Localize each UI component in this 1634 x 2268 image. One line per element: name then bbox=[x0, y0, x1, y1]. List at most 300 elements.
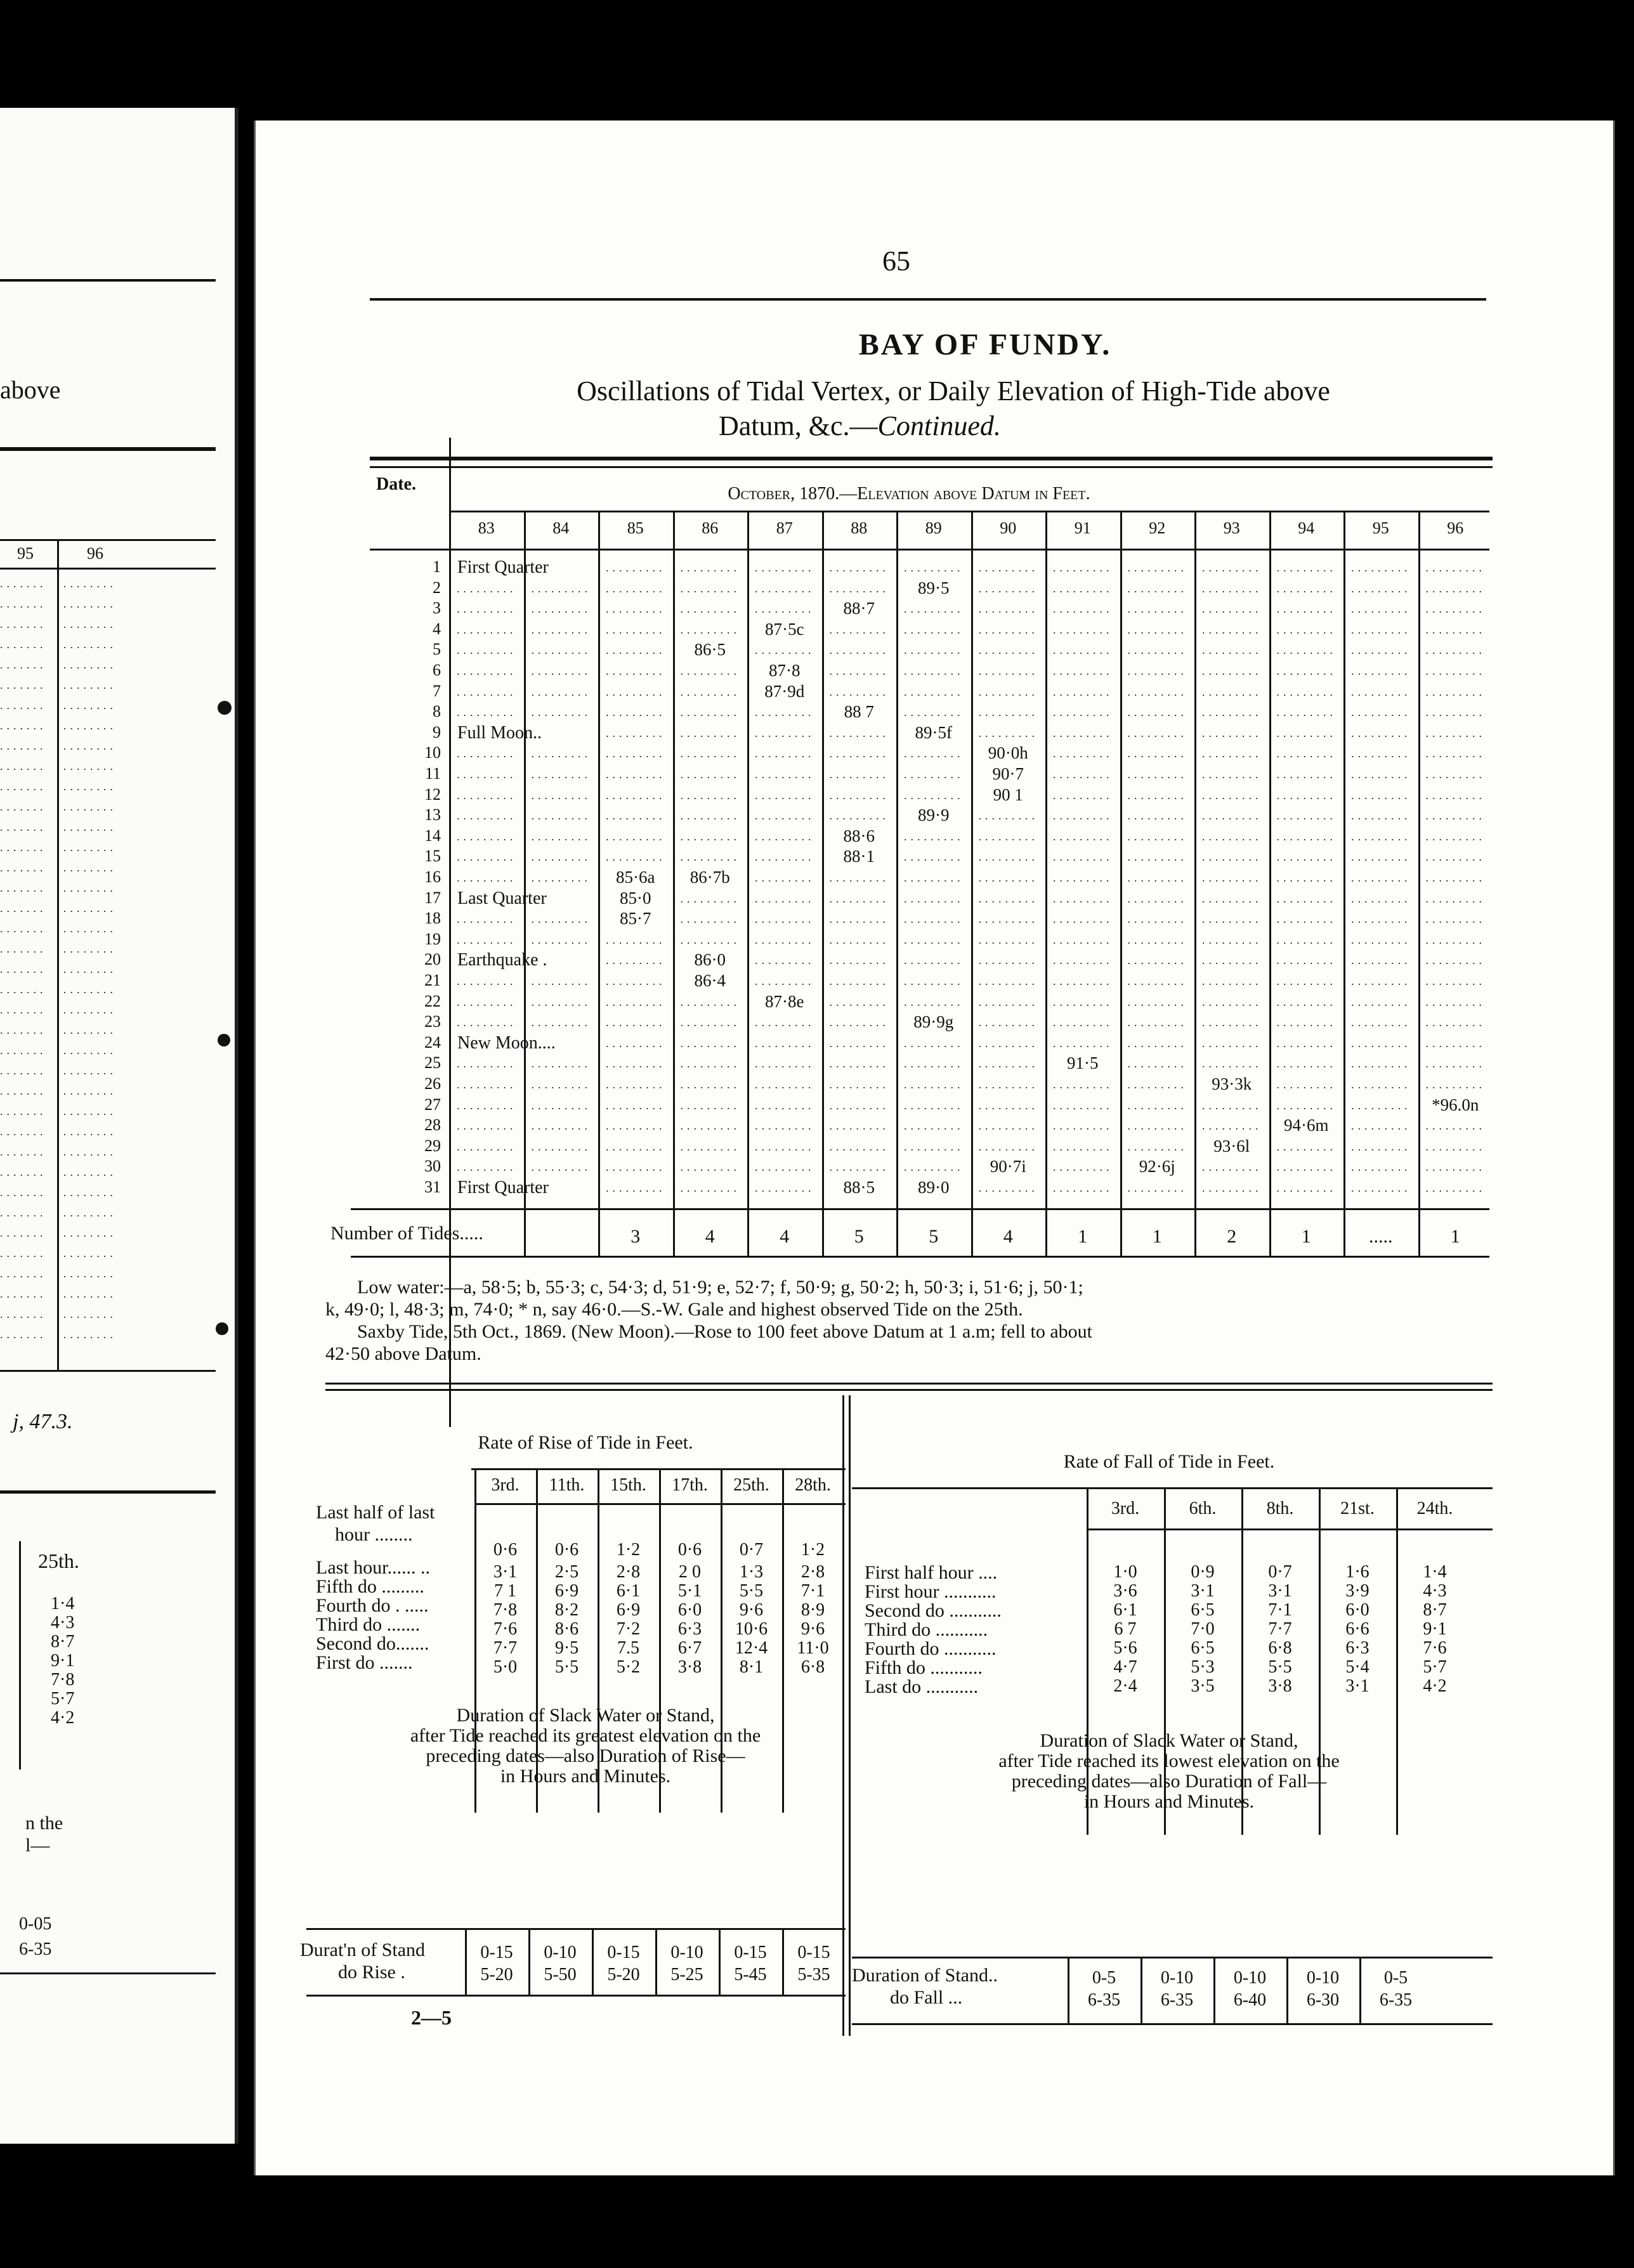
elevation-value: 88·1 bbox=[843, 847, 875, 866]
dot-leader: ......... bbox=[680, 1036, 740, 1050]
dot-leader: ......... bbox=[1053, 768, 1113, 781]
fall-column-divider bbox=[1396, 1489, 1398, 1835]
dot-leader: ......... bbox=[978, 623, 1038, 636]
dot-leader: ......... bbox=[1202, 975, 1262, 987]
rise-duration-caption-line: after Tide reached its greatest elevation on the bbox=[410, 1725, 761, 1746]
dot-leader: ......... bbox=[1425, 603, 1486, 616]
dot-leader: ......... bbox=[680, 561, 740, 574]
dot-leader: ......... bbox=[457, 913, 517, 926]
dot-leader: ......... bbox=[680, 603, 740, 616]
dot-leader: ......... bbox=[457, 1016, 517, 1029]
dot-leader: ......... bbox=[1351, 1057, 1411, 1071]
left-dot-leader: ....... bbox=[0, 1206, 47, 1219]
elevation-value: *96.0n bbox=[1432, 1095, 1479, 1114]
left-dot-leader: ....... bbox=[0, 983, 47, 996]
left-dot-leader: ....... bbox=[0, 618, 47, 630]
dot-leader: ......... bbox=[680, 933, 740, 946]
fall-duration-caption-line: in Hours and Minutes. bbox=[1083, 1791, 1255, 1812]
dot-leader: ......... bbox=[1127, 1140, 1187, 1153]
left-dot-leader: ....... bbox=[0, 597, 47, 610]
dot-leader: ......... bbox=[1276, 1161, 1337, 1174]
elevation-value: 89·5 bbox=[918, 578, 950, 597]
dot-leader: ......... bbox=[978, 892, 1038, 905]
dot-leader: ......... bbox=[1202, 768, 1262, 781]
dot-leader: ......... bbox=[978, 1182, 1038, 1194]
rise-duration-value: 5-35 bbox=[797, 1965, 830, 1984]
left-value: 9·1 bbox=[51, 1651, 75, 1671]
moon-phase-label: New Moon.... bbox=[457, 1033, 556, 1053]
column-header: 85 bbox=[627, 519, 644, 537]
rise-value: 7 1 bbox=[494, 1581, 516, 1601]
fall-duration-value: 6-35 bbox=[1160, 1990, 1194, 2010]
header-rule bbox=[449, 511, 1489, 512]
rise-duration-value: 5-45 bbox=[734, 1965, 767, 1984]
rise-duration-divider bbox=[465, 1930, 467, 1995]
left-dot-leader: ........ bbox=[63, 679, 117, 691]
rise-duration-caption-line: preceding dates—also Duration of Rise— bbox=[426, 1745, 745, 1766]
rise-table-rule bbox=[471, 1468, 846, 1470]
column-header: 94 bbox=[1298, 519, 1315, 537]
dot-leader: ......... bbox=[1053, 1036, 1113, 1050]
notes-line: 42·50 above Datum. bbox=[325, 1343, 481, 1364]
dot-leader: ......... bbox=[978, 706, 1038, 719]
day-number: 2 bbox=[433, 578, 441, 597]
tide-count: 4 bbox=[780, 1226, 790, 1247]
left-dot-leader: ........ bbox=[63, 1064, 117, 1077]
dot-leader: ......... bbox=[1425, 809, 1486, 823]
rise-value: 0·7 bbox=[739, 1540, 764, 1560]
dot-leader: ......... bbox=[1053, 954, 1113, 967]
dot-leader: ......... bbox=[1202, 706, 1262, 719]
fall-value: 3·1 bbox=[1268, 1581, 1292, 1601]
dot-leader: ......... bbox=[1202, 665, 1262, 677]
dot-leader: ......... bbox=[755, 1119, 815, 1133]
dot-leader: ......... bbox=[1127, 561, 1187, 574]
dot-leader: ......... bbox=[680, 726, 740, 740]
dot-leader: ......... bbox=[680, 913, 740, 926]
left-dot-leader: ........ bbox=[63, 780, 117, 793]
elevation-value: 85·7 bbox=[620, 909, 651, 929]
column-divider bbox=[1269, 512, 1271, 1258]
dot-leader: ......... bbox=[755, 809, 815, 823]
dot-leader: ......... bbox=[1053, 706, 1113, 719]
signature-mark: 2—5 bbox=[411, 2006, 452, 2029]
fall-column-header: 3rd. bbox=[1111, 1499, 1140, 1518]
dot-leader: ......... bbox=[1202, 788, 1262, 802]
dot-leader: ......... bbox=[829, 933, 889, 946]
rise-value: 8·6 bbox=[554, 1619, 579, 1639]
left-dot-leader: ........ bbox=[63, 942, 117, 955]
dot-leader: ......... bbox=[457, 830, 517, 843]
dot-leader: ......... bbox=[1425, 1078, 1486, 1091]
day-number: 28 bbox=[424, 1116, 441, 1135]
rise-value: 11·0 bbox=[797, 1638, 829, 1658]
fall-value: 5·3 bbox=[1191, 1657, 1215, 1677]
dot-leader: ......... bbox=[606, 809, 666, 823]
dot-leader: ......... bbox=[1053, 1182, 1113, 1194]
day-number: 26 bbox=[424, 1074, 441, 1093]
dot-leader: ......... bbox=[829, 665, 889, 677]
fall-table-title: Rate of Fall of Tide in Feet. bbox=[1063, 1451, 1275, 1472]
fall-value: 1·6 bbox=[1345, 1562, 1369, 1582]
fall-duration-value: 0-5 bbox=[1383, 1968, 1408, 1988]
left-dot-leader: ....... bbox=[0, 740, 47, 752]
dot-leader: ......... bbox=[755, 561, 815, 574]
dot-leader: ......... bbox=[606, 685, 666, 698]
dot-leader: ......... bbox=[904, 561, 964, 574]
day-number: 19 bbox=[424, 929, 441, 948]
dot-leader: ......... bbox=[978, 685, 1038, 698]
dot-leader: ......... bbox=[1425, 1016, 1486, 1029]
column-divider bbox=[1045, 512, 1047, 1258]
left-dot-leader: ....... bbox=[0, 1166, 47, 1178]
dot-leader: ......... bbox=[829, 892, 889, 905]
dot-leader: ......... bbox=[606, 644, 666, 657]
dot-leader: ......... bbox=[978, 726, 1038, 740]
dot-leader: ......... bbox=[1053, 871, 1113, 884]
elevation-value: 85·0 bbox=[620, 888, 651, 908]
fall-value: 5·7 bbox=[1423, 1657, 1447, 1677]
rise-duration-value: 5-20 bbox=[480, 1965, 513, 1984]
dot-leader: ......... bbox=[904, 1140, 964, 1153]
binding-hole bbox=[216, 1322, 228, 1335]
dot-leader: ......... bbox=[1351, 1140, 1411, 1153]
left-dot-leader: ....... bbox=[0, 760, 47, 772]
dot-leader: ......... bbox=[531, 603, 591, 616]
day-number: 27 bbox=[424, 1095, 441, 1114]
left-dot-leader: ........ bbox=[63, 1105, 117, 1118]
dot-leader: ......... bbox=[1276, 706, 1337, 719]
dot-leader: ......... bbox=[1425, 747, 1486, 760]
elevation-value: 85·6a bbox=[616, 868, 655, 887]
day-number: 1 bbox=[433, 557, 441, 576]
dot-leader: ......... bbox=[1276, 1057, 1337, 1071]
dot-leader: ......... bbox=[606, 954, 666, 967]
elevation-value: 90·7i bbox=[990, 1157, 1026, 1176]
dot-leader: ......... bbox=[1202, 809, 1262, 823]
dot-leader: ......... bbox=[904, 706, 964, 719]
fall-duration-value: 6-35 bbox=[1379, 1990, 1413, 2010]
dot-leader: ......... bbox=[457, 1078, 517, 1091]
dot-leader: ......... bbox=[457, 995, 517, 1008]
dot-leader: ......... bbox=[1127, 1078, 1187, 1091]
dot-leader: ......... bbox=[755, 1161, 815, 1174]
elevation-value: 89·5f bbox=[915, 722, 952, 742]
left-dot-leader: ........ bbox=[63, 699, 117, 712]
rise-row-label: Last hour...... .. bbox=[316, 1557, 430, 1578]
dot-leader: ......... bbox=[1127, 582, 1187, 595]
dot-leader: ......... bbox=[457, 603, 517, 616]
dot-leader: ......... bbox=[978, 809, 1038, 823]
dot-leader: ......... bbox=[755, 1140, 815, 1153]
dot-leader: ......... bbox=[531, 1161, 591, 1174]
dot-leader: ......... bbox=[1276, 685, 1337, 698]
rise-duration-value: 5-25 bbox=[670, 1965, 703, 1984]
left-dot-leader: ........ bbox=[63, 821, 117, 833]
day-number: 10 bbox=[424, 743, 441, 762]
dot-leader: ......... bbox=[1053, 892, 1113, 905]
dot-leader: ......... bbox=[1425, 706, 1486, 719]
elevation-value: 86·7b bbox=[690, 868, 730, 887]
tide-count: 1 bbox=[1301, 1226, 1311, 1247]
elevation-value: 93·6l bbox=[1213, 1136, 1250, 1156]
dot-leader: ......... bbox=[1351, 830, 1411, 843]
dot-leader: ......... bbox=[829, 1140, 889, 1153]
dot-leader: ......... bbox=[829, 1119, 889, 1133]
rise-value: 3·1 bbox=[493, 1562, 518, 1582]
dot-leader: ......... bbox=[1127, 809, 1187, 823]
elevation-value: 88·5 bbox=[843, 1178, 875, 1197]
dot-leader: ......... bbox=[1425, 1140, 1486, 1153]
left-rule bbox=[0, 1490, 216, 1494]
left-dot-leader: ....... bbox=[0, 1125, 47, 1138]
left-dot-leader: ........ bbox=[63, 861, 117, 874]
dot-leader: ......... bbox=[1425, 685, 1486, 698]
day-number: 23 bbox=[424, 1012, 441, 1031]
dot-leader: ......... bbox=[829, 913, 889, 926]
day-number: 25 bbox=[424, 1053, 441, 1072]
dot-leader: ......... bbox=[1276, 747, 1337, 760]
subtitle-datum: Datum, &c.— bbox=[719, 410, 878, 441]
left-dot-leader: ....... bbox=[0, 942, 47, 955]
column-header: 88 bbox=[851, 519, 868, 537]
dot-leader: ......... bbox=[1276, 871, 1337, 884]
dot-leader: ......... bbox=[755, 726, 815, 740]
rise-value: 7·6 bbox=[493, 1619, 518, 1639]
dot-leader: ......... bbox=[755, 1078, 815, 1091]
day-number: 9 bbox=[433, 722, 441, 741]
fall-value: 7·1 bbox=[1268, 1600, 1292, 1620]
fall-value: 4·2 bbox=[1423, 1676, 1447, 1696]
rise-value: 3·8 bbox=[677, 1657, 702, 1677]
left-dot-leader: ....... bbox=[0, 963, 47, 975]
fall-duration-value: 0-10 bbox=[1233, 1968, 1267, 1988]
dot-leader: ......... bbox=[1202, 1182, 1262, 1194]
rise-value: 9·5 bbox=[554, 1638, 579, 1658]
dot-leader: ......... bbox=[680, 809, 740, 823]
dot-leader: ......... bbox=[978, 1057, 1038, 1071]
rise-value: 6·9 bbox=[554, 1581, 579, 1601]
rise-duration-divider bbox=[719, 1930, 721, 1995]
dot-leader: ......... bbox=[1351, 726, 1411, 740]
dot-leader: ......... bbox=[606, 768, 666, 781]
day-number: 4 bbox=[433, 619, 441, 638]
dot-leader: ......... bbox=[606, 1140, 666, 1153]
dot-leader: ......... bbox=[1425, 788, 1486, 802]
dot-leader: ......... bbox=[1351, 933, 1411, 946]
elevation-value: 91·5 bbox=[1067, 1053, 1099, 1073]
page-number: 65 bbox=[882, 245, 910, 277]
rise-duration-divider bbox=[528, 1930, 530, 1995]
left-dot-leader: ....... bbox=[0, 1227, 47, 1239]
dot-leader: ......... bbox=[606, 603, 666, 616]
dot-leader: ......... bbox=[1053, 582, 1113, 595]
fall-value: 7·6 bbox=[1423, 1638, 1447, 1658]
dot-leader: ......... bbox=[1053, 809, 1113, 823]
rise-value: 10·6 bbox=[735, 1619, 768, 1639]
dot-leader: ......... bbox=[1127, 726, 1187, 740]
dot-leader: ......... bbox=[1425, 892, 1486, 905]
dot-leader: ......... bbox=[1127, 830, 1187, 843]
rise-value: 7·7 bbox=[493, 1638, 518, 1658]
column-header: 92 bbox=[1149, 519, 1166, 537]
dot-leader: ......... bbox=[904, 830, 964, 843]
rise-duration-rule bbox=[306, 1995, 846, 1997]
rise-column-header: 11th. bbox=[549, 1475, 585, 1495]
dot-leader: ......... bbox=[1053, 644, 1113, 657]
dot-leader: ......... bbox=[1053, 685, 1113, 698]
dot-leader: ......... bbox=[978, 644, 1038, 657]
left-dot-leader: ........ bbox=[63, 597, 117, 610]
dot-leader: ......... bbox=[829, 623, 889, 636]
left-dot-leader: ........ bbox=[63, 577, 117, 590]
dot-leader: ......... bbox=[904, 871, 964, 884]
dot-leader: ......... bbox=[1351, 582, 1411, 595]
fall-duration-value: 6-35 bbox=[1087, 1990, 1121, 2010]
dot-leader: ......... bbox=[1202, 892, 1262, 905]
header-rule bbox=[370, 298, 1486, 301]
left-dot-leader: ....... bbox=[0, 882, 47, 894]
dot-leader: ......... bbox=[1425, 665, 1486, 677]
dot-leader: ......... bbox=[680, 623, 740, 636]
dot-leader: ......... bbox=[606, 1078, 666, 1091]
dot-leader: ......... bbox=[606, 726, 666, 740]
left-dot-leader: ....... bbox=[0, 841, 47, 854]
dot-leader: ......... bbox=[457, 1098, 517, 1112]
left-dot-leader: ....... bbox=[0, 1328, 47, 1341]
dot-leader: ......... bbox=[531, 623, 591, 636]
fall-value: 3·1 bbox=[1191, 1581, 1215, 1601]
fall-value: 7·7 bbox=[1268, 1619, 1292, 1639]
dot-leader: ......... bbox=[1351, 1119, 1411, 1133]
rise-value: 5·1 bbox=[677, 1581, 702, 1601]
fall-value: 3·6 bbox=[1113, 1581, 1137, 1601]
notes-line: k, 49·0; l, 48·3; m, 74·0; * n, say 46·0.—S.-W. Gale and highest observed Tide on the 25th. bbox=[325, 1299, 1023, 1320]
column-divider bbox=[1194, 512, 1196, 1258]
dot-leader: ......... bbox=[1053, 850, 1113, 864]
fall-duration-value: 6-40 bbox=[1233, 1990, 1267, 2010]
rise-duration-value: 5-50 bbox=[544, 1965, 577, 1984]
rise-value: 6·3 bbox=[677, 1619, 702, 1639]
column-header: 84 bbox=[552, 519, 570, 537]
rise-column-header: 15th. bbox=[610, 1475, 646, 1495]
dot-leader: ......... bbox=[1276, 788, 1337, 802]
dot-leader: ......... bbox=[606, 561, 666, 574]
fall-column-header: 8th. bbox=[1266, 1499, 1294, 1518]
rise-row-label: Second do....... bbox=[316, 1633, 429, 1654]
dot-leader: ......... bbox=[1202, 933, 1262, 946]
dot-leader: ......... bbox=[1202, 582, 1262, 595]
dot-leader: ......... bbox=[1425, 582, 1486, 595]
left-dot-leader: ........ bbox=[63, 638, 117, 651]
day-number: 12 bbox=[424, 785, 441, 804]
fall-duration-caption-line: after Tide reached its lowest elevation on the bbox=[998, 1750, 1340, 1771]
elevation-value: 87·5c bbox=[765, 619, 804, 639]
dot-leader: ......... bbox=[904, 603, 964, 616]
dot-leader: ......... bbox=[1351, 665, 1411, 677]
tide-count: 5 bbox=[929, 1226, 939, 1247]
dot-leader: ......... bbox=[1202, 685, 1262, 698]
dot-leader: ......... bbox=[1351, 1161, 1411, 1174]
left-dot-leader: ........ bbox=[63, 841, 117, 854]
header-rule bbox=[370, 549, 1489, 551]
dot-leader: ......... bbox=[457, 1119, 517, 1133]
left-dot-leader: ....... bbox=[0, 1105, 47, 1118]
dot-leader: ......... bbox=[1202, 623, 1262, 636]
fall-duration-value: 6-30 bbox=[1306, 1990, 1340, 2010]
dot-leader: ......... bbox=[1276, 809, 1337, 823]
rise-value: 6·9 bbox=[616, 1600, 641, 1620]
dot-leader: ......... bbox=[978, 1016, 1038, 1029]
dot-leader: ......... bbox=[1202, 747, 1262, 760]
dot-leader: ......... bbox=[1425, 954, 1486, 967]
dot-leader: ......... bbox=[1425, 871, 1486, 884]
dot-leader: ......... bbox=[904, 1078, 964, 1091]
dot-leader: ......... bbox=[457, 850, 517, 864]
dot-leader: ......... bbox=[755, 644, 815, 657]
rise-value: 6·0 bbox=[677, 1600, 702, 1620]
left-dot-leader: ....... bbox=[0, 1287, 47, 1300]
rise-value: 9·6 bbox=[739, 1600, 764, 1620]
dot-leader: ......... bbox=[531, 995, 591, 1008]
dot-leader: ......... bbox=[531, 1119, 591, 1133]
fall-value: 7·0 bbox=[1191, 1619, 1215, 1639]
dot-leader: ......... bbox=[1276, 644, 1337, 657]
dot-leader: ......... bbox=[978, 1119, 1038, 1133]
dot-leader: ......... bbox=[606, 1016, 666, 1029]
dot-leader: ......... bbox=[680, 1182, 740, 1194]
left-dot-leader: ....... bbox=[0, 658, 47, 671]
dot-leader: ......... bbox=[904, 1036, 964, 1050]
dot-leader: ......... bbox=[531, 975, 591, 987]
dot-leader: ......... bbox=[1053, 1078, 1113, 1091]
left-value: 4·2 bbox=[51, 1708, 75, 1728]
tide-count: 1 bbox=[1078, 1226, 1088, 1247]
dot-leader: ......... bbox=[1425, 913, 1486, 926]
fall-value: 5·4 bbox=[1345, 1657, 1369, 1677]
day-number: 6 bbox=[433, 661, 441, 679]
dot-leader: ......... bbox=[755, 954, 815, 967]
section-rule bbox=[325, 1383, 1493, 1385]
dot-leader: ......... bbox=[1276, 892, 1337, 905]
dot-leader: ......... bbox=[1127, 623, 1187, 636]
dot-leader: ......... bbox=[1202, 871, 1262, 884]
dot-leader: ......... bbox=[1202, 1036, 1262, 1050]
left-dot-leader: ....... bbox=[0, 1064, 47, 1077]
fall-value: 6·5 bbox=[1191, 1600, 1215, 1620]
day-number: 13 bbox=[424, 805, 441, 824]
dot-leader: ......... bbox=[680, 1078, 740, 1091]
dot-leader: ......... bbox=[1351, 706, 1411, 719]
left-dot-leader: ........ bbox=[63, 963, 117, 975]
dot-leader: ......... bbox=[755, 1016, 815, 1029]
dot-leader: ......... bbox=[606, 830, 666, 843]
fall-duration-divider bbox=[1359, 1958, 1361, 2023]
dot-leader: ......... bbox=[1202, 644, 1262, 657]
table-top-rule bbox=[370, 466, 1493, 468]
dot-leader: ......... bbox=[1202, 603, 1262, 616]
moon-phase-label: First Quarter bbox=[457, 1178, 549, 1197]
dot-leader: ......... bbox=[1202, 1161, 1262, 1174]
dot-leader: ......... bbox=[1351, 1078, 1411, 1091]
dot-leader: ......... bbox=[680, 768, 740, 781]
left-value: 1·4 bbox=[51, 1594, 75, 1613]
dot-leader: ......... bbox=[829, 1016, 889, 1029]
dot-leader: ......... bbox=[1202, 954, 1262, 967]
dot-leader: ......... bbox=[1202, 995, 1262, 1008]
dot-leader: ......... bbox=[755, 850, 815, 864]
rise-column-header: 3rd. bbox=[491, 1475, 520, 1495]
